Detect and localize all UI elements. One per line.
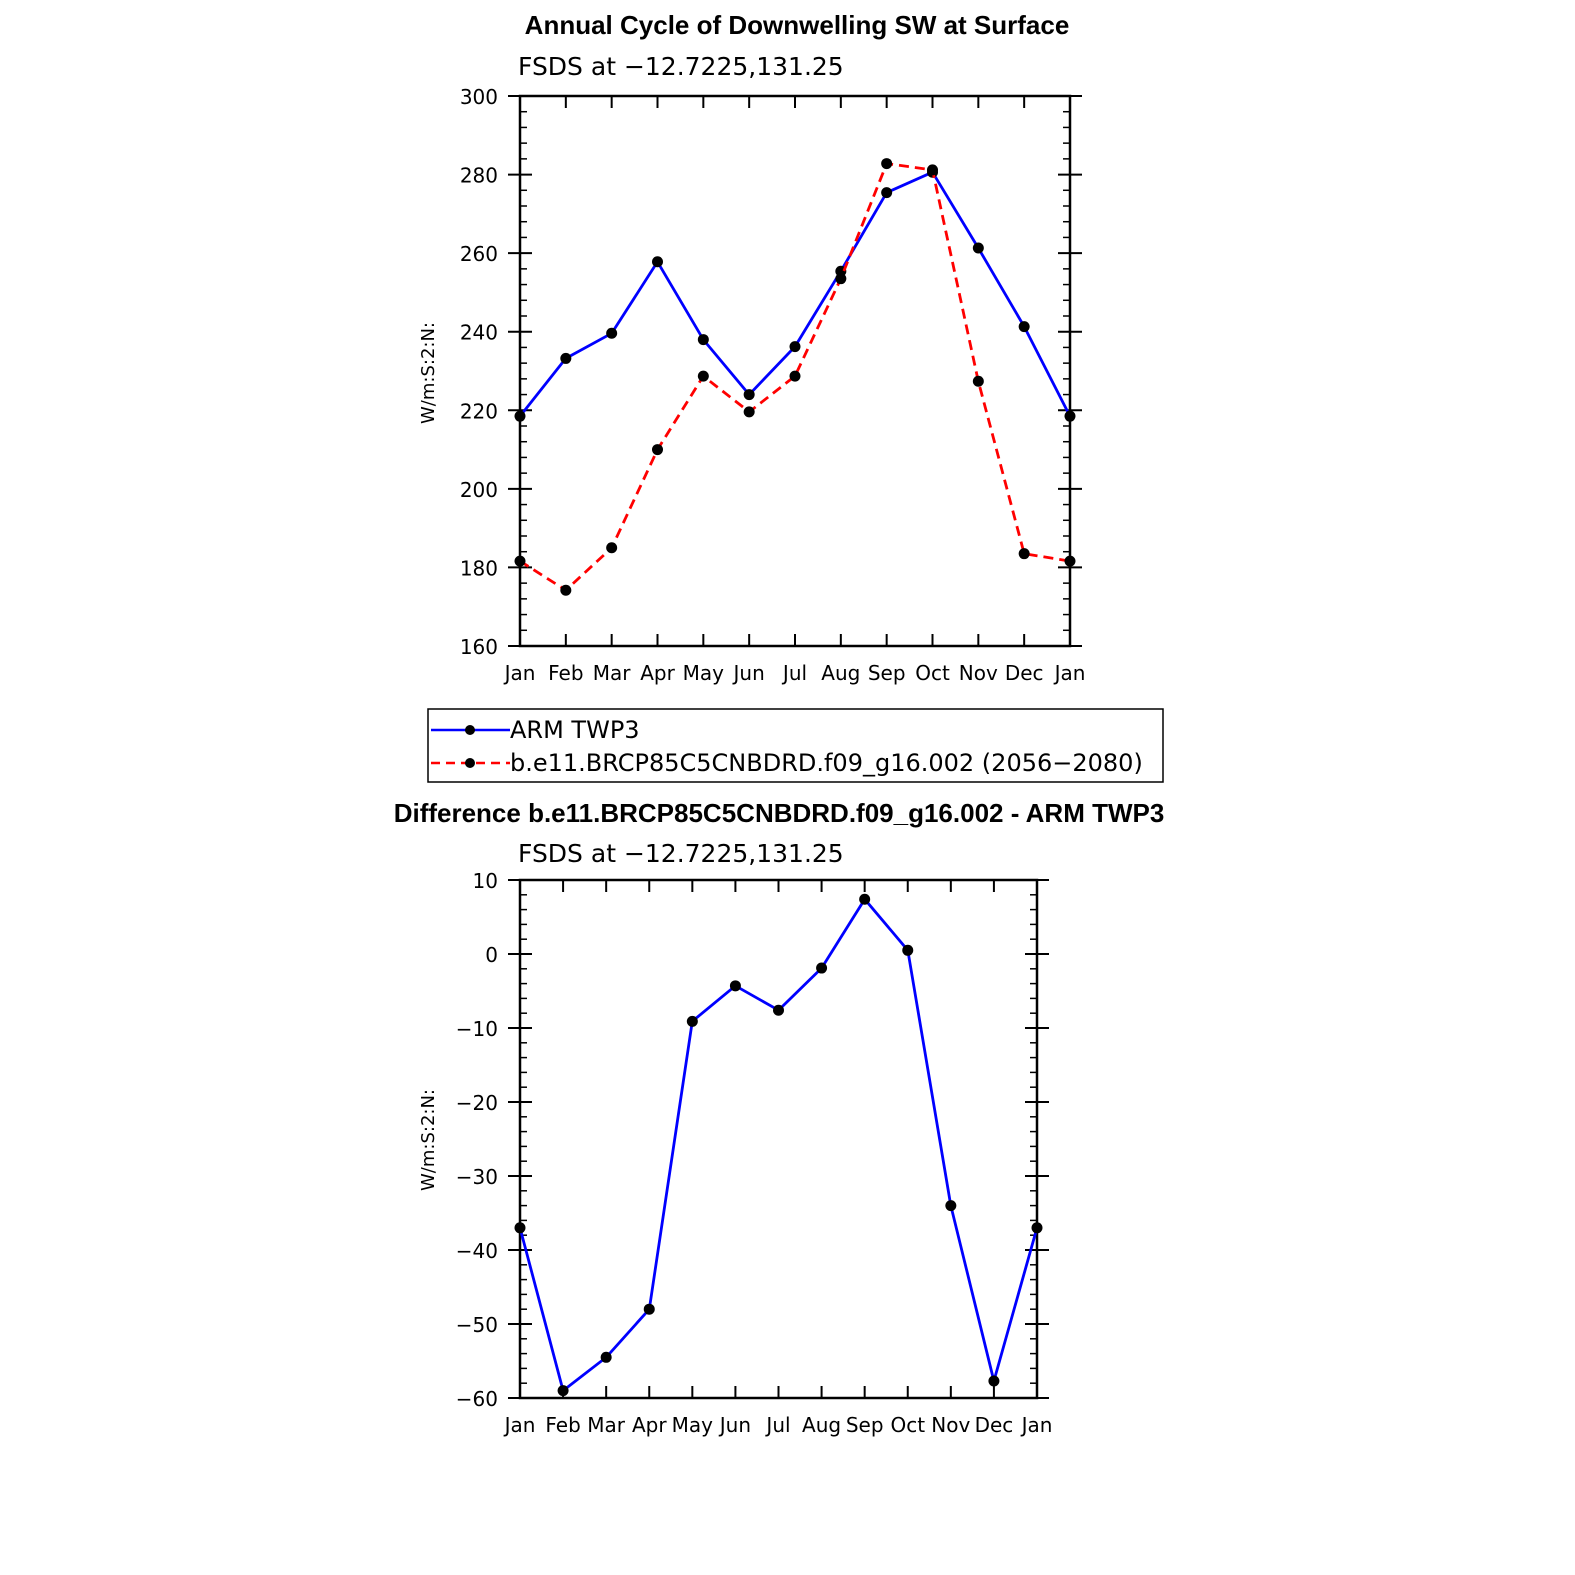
y-tick-label: 180 — [459, 556, 498, 581]
series-0-point — [744, 389, 755, 400]
series-1-point — [835, 273, 846, 284]
y-tick-label: −10 — [455, 1017, 498, 1041]
series-0-point — [730, 980, 741, 991]
x-tick-label: Jan — [1054, 661, 1086, 685]
series-1-point — [606, 542, 617, 553]
series-0-point — [973, 243, 984, 254]
series-0-point — [773, 1005, 784, 1016]
x-tick-label: Feb — [545, 1413, 581, 1437]
difference-plot-area — [456, 869, 1053, 1437]
chart-subtitle: FSDS at −12.7225,131.25 — [518, 52, 844, 81]
y-tick-label: −40 — [455, 1239, 498, 1263]
series-0-point — [515, 411, 526, 422]
legend-marker-model — [465, 758, 475, 768]
legend-marker-arm-twp3 — [465, 725, 475, 735]
x-tick-label: Dec — [974, 1413, 1014, 1437]
annual-cycle-plot-area — [460, 85, 1086, 685]
series-0-point — [1032, 1222, 1043, 1233]
series-1-point — [1019, 548, 1030, 559]
x-tick-label: May — [682, 661, 725, 685]
series-0-point — [859, 894, 870, 905]
legend — [428, 709, 1163, 782]
series-1-point — [515, 556, 526, 567]
x-tick-label: Oct — [890, 1413, 926, 1437]
series-line-0 — [520, 899, 1037, 1390]
x-tick-label: Nov — [931, 1413, 971, 1437]
series-1-point — [1065, 556, 1076, 567]
x-tick-label: Sep — [845, 1413, 884, 1437]
series-0-point — [515, 1222, 526, 1233]
y-tick-label: −60 — [455, 1387, 498, 1411]
series-1-point — [973, 376, 984, 387]
y-tick-label: −30 — [455, 1165, 498, 1189]
y-tick-label: 0 — [485, 943, 498, 967]
series-1-point — [560, 585, 571, 596]
x-tick-label: Apr — [631, 1413, 667, 1437]
legend-label-arm-twp3: ARM TWP3 — [510, 716, 640, 744]
difference-y-axis-label: W/m:S:2:N: — [418, 1089, 439, 1191]
series-1-point — [698, 371, 709, 382]
x-tick-label: Nov — [958, 661, 998, 685]
y-tick-label: 200 — [459, 477, 498, 502]
series-0-point — [988, 1375, 999, 1386]
chart-title: Annual Cycle of Downwelling SW at Surface — [524, 10, 1070, 40]
y-tick-label: 220 — [459, 399, 498, 424]
series-0-point — [652, 256, 663, 267]
series-0-point — [601, 1352, 612, 1363]
x-tick-label: Aug — [802, 1413, 842, 1437]
x-tick-label: Jul — [782, 661, 808, 685]
series-0-point — [790, 341, 801, 352]
series-1-point — [881, 158, 892, 169]
series-0-point — [698, 334, 709, 345]
x-tick-label: Apr — [640, 661, 675, 685]
y-tick-label: 260 — [459, 242, 498, 267]
difference-chart-subtitle: FSDS at −12.7225,131.25 — [518, 839, 844, 868]
y-axis-label: W/m:S:2:N: — [418, 322, 439, 424]
difference-panel — [394, 798, 1165, 1437]
y-tick-label: 160 — [459, 635, 498, 659]
series-1-point — [652, 444, 663, 455]
x-tick-label: Mar — [587, 1413, 626, 1437]
x-tick-label: Dec — [1004, 661, 1044, 685]
annual-cycle-panel — [418, 10, 1085, 685]
x-tick-label: Jan — [1021, 1413, 1053, 1437]
y-tick-label: 300 — [459, 85, 498, 109]
y-tick-label: −50 — [455, 1313, 498, 1337]
series-0-point — [816, 963, 827, 974]
x-tick-label: May — [671, 1413, 714, 1437]
y-tick-label: −20 — [455, 1091, 498, 1115]
series-1-point — [927, 164, 938, 175]
x-tick-label: Oct — [915, 661, 950, 685]
y-tick-label: 10 — [472, 869, 498, 893]
y-tick-label: 280 — [459, 163, 498, 188]
y-tick-label: 240 — [459, 320, 498, 345]
series-0-point — [606, 328, 617, 339]
x-tick-label: Feb — [548, 661, 584, 685]
series-0-point — [558, 1385, 569, 1396]
series-0-point — [1065, 411, 1076, 422]
series-0-point — [560, 353, 571, 364]
series-0-point — [644, 1304, 655, 1315]
x-tick-label: Mar — [592, 661, 631, 685]
series-0-point — [902, 945, 913, 956]
x-tick-label: Jan — [504, 661, 536, 685]
x-tick-label: Aug — [821, 661, 861, 685]
legend-label-model: b.e11.BRCP85C5CNBDRD.f09_g16.002 (2056−2080) — [510, 749, 1143, 777]
difference-chart-title: Difference b.e11.BRCP85C5CNBDRD.f09_g16.002 - ARM TWP3 — [393, 798, 1165, 828]
x-tick-label: Jun — [719, 1413, 752, 1437]
x-tick-label: Sep — [867, 661, 906, 685]
series-0-point — [881, 187, 892, 198]
series-1-point — [790, 371, 801, 382]
series-0-point — [687, 1016, 698, 1027]
x-tick-label: Jul — [766, 1413, 791, 1437]
series-0-point — [945, 1200, 956, 1211]
x-tick-label: Jun — [733, 661, 765, 685]
series-0-point — [1019, 321, 1030, 332]
series-1-point — [744, 406, 755, 417]
plot-frame — [520, 880, 1037, 1398]
x-tick-label: Jan — [504, 1413, 536, 1437]
